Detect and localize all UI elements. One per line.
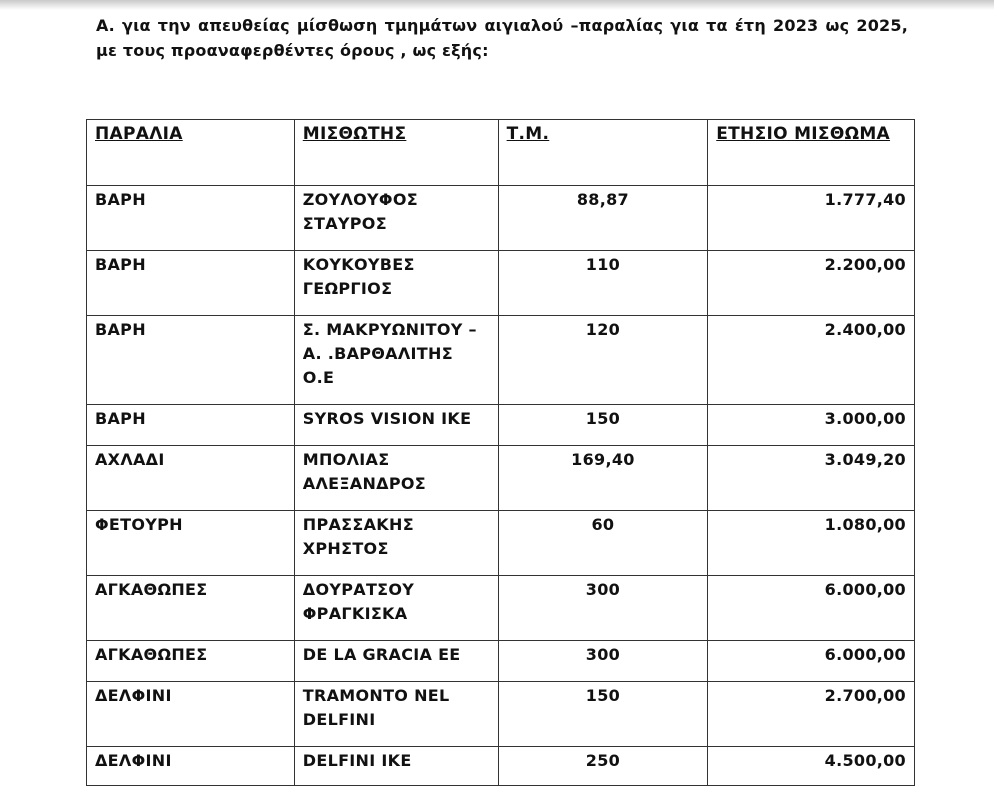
tenant-cell: ΖΟΥΛΟΥΦΟΣ ΣΤΑΥΡΟΣ — [294, 186, 498, 251]
beach-cell: ΑΓΚΑΘΩΠΕΣ — [87, 641, 295, 682]
rent-cell: 6.000,00 — [708, 576, 915, 641]
beach-cell: ΑΧΛΑΔΙ — [87, 446, 295, 511]
area-cell: 300 — [498, 576, 708, 641]
intro-paragraph: Α. για την απευθείας μίσθωση τμημάτων αιγιαλού –παραλίας για τα έτη 2023 ως 2025, με τους προαναφερθέντες όρους , ως εξής: — [96, 16, 908, 60]
rent-cell: 4.500,00 — [708, 747, 915, 786]
table-row — [87, 251, 915, 316]
area-cell: 150 — [498, 682, 708, 747]
table-row — [87, 682, 915, 747]
area-cell: 120 — [498, 316, 708, 405]
header-area: Τ.Μ. — [498, 120, 708, 186]
area-cell: 60 — [498, 511, 708, 576]
area-cell: 110 — [498, 251, 708, 316]
beach-cell: ΑΓΚΑΘΩΠΕΣ — [87, 576, 295, 641]
tenant-cell: SYROS VISION IKE — [294, 405, 498, 446]
header-beach: ΠΑΡΑΛΙΑ — [87, 120, 295, 186]
rent-cell: 2.400,00 — [708, 316, 915, 405]
area-cell: 169,40 — [498, 446, 708, 511]
beach-cell: ΔΕΛΦΙΝΙ — [87, 747, 295, 786]
rent-cell: 6.000,00 — [708, 641, 915, 682]
table-row — [87, 576, 915, 641]
header-tenant: ΜΙΣΘΩΤΗΣ — [294, 120, 498, 186]
rent-cell: 3.049,20 — [708, 446, 915, 511]
tenant-cell: TRAMONTO NEL DELFINI — [294, 682, 498, 747]
rent-cell: 2.200,00 — [708, 251, 915, 316]
beach-cell: ΒΑΡΗ — [87, 405, 295, 446]
beach-cell: ΦΕΤΟΥΡΗ — [87, 511, 295, 576]
table-row — [87, 641, 915, 682]
beach-cell: ΔΕΛΦΙΝΙ — [87, 682, 295, 747]
beach-cell: ΒΑΡΗ — [87, 316, 295, 405]
table-row — [87, 186, 915, 251]
tenant-cell: ΠΡΑΣΣΑΚΗΣ ΧΡΗΣΤΟΣ — [294, 511, 498, 576]
table-row — [87, 405, 915, 446]
table-row — [87, 511, 915, 576]
table-row — [87, 446, 915, 511]
table-row — [87, 747, 915, 786]
tenant-cell: DELFINI IKE — [294, 747, 498, 786]
tenant-cell: ΜΠΟΛΙΑΣ ΑΛΕΞΑΝΔΡΟΣ — [294, 446, 498, 511]
area-cell: 300 — [498, 641, 708, 682]
tenant-cell: ΚΟΥΚΟΥΒΕΣ ΓΕΩΡΓΙΟΣ — [294, 251, 498, 316]
tenant-cell: DE LA GRACIA EE — [294, 641, 498, 682]
rent-cell: 3.000,00 — [708, 405, 915, 446]
rent-cell: 2.700,00 — [708, 682, 915, 747]
area-cell: 88,87 — [498, 186, 708, 251]
table-header-row — [87, 120, 915, 186]
beach-cell: ΒΑΡΗ — [87, 186, 295, 251]
area-cell: 150 — [498, 405, 708, 446]
table-row — [87, 316, 915, 405]
area-cell: 250 — [498, 747, 708, 786]
beach-cell: ΒΑΡΗ — [87, 251, 295, 316]
viewer-top-shadow — [0, 0, 994, 10]
lease-table — [86, 119, 915, 786]
header-annual-rent: ΕΤΗΣΙΟ ΜΙΣΘΩΜΑ — [708, 120, 915, 186]
rent-cell: 1.080,00 — [708, 511, 915, 576]
rent-cell: 1.777,40 — [708, 186, 915, 251]
tenant-cell: ΔΟΥΡΑΤΣΟΥ ΦΡΑΓΚΙΣΚΑ — [294, 576, 498, 641]
tenant-cell: Σ. ΜΑΚΡΥΩΝΙΤΟΥ – Α. .ΒΑΡΘΑΛΙΤΗΣ Ο.Ε — [294, 316, 498, 405]
